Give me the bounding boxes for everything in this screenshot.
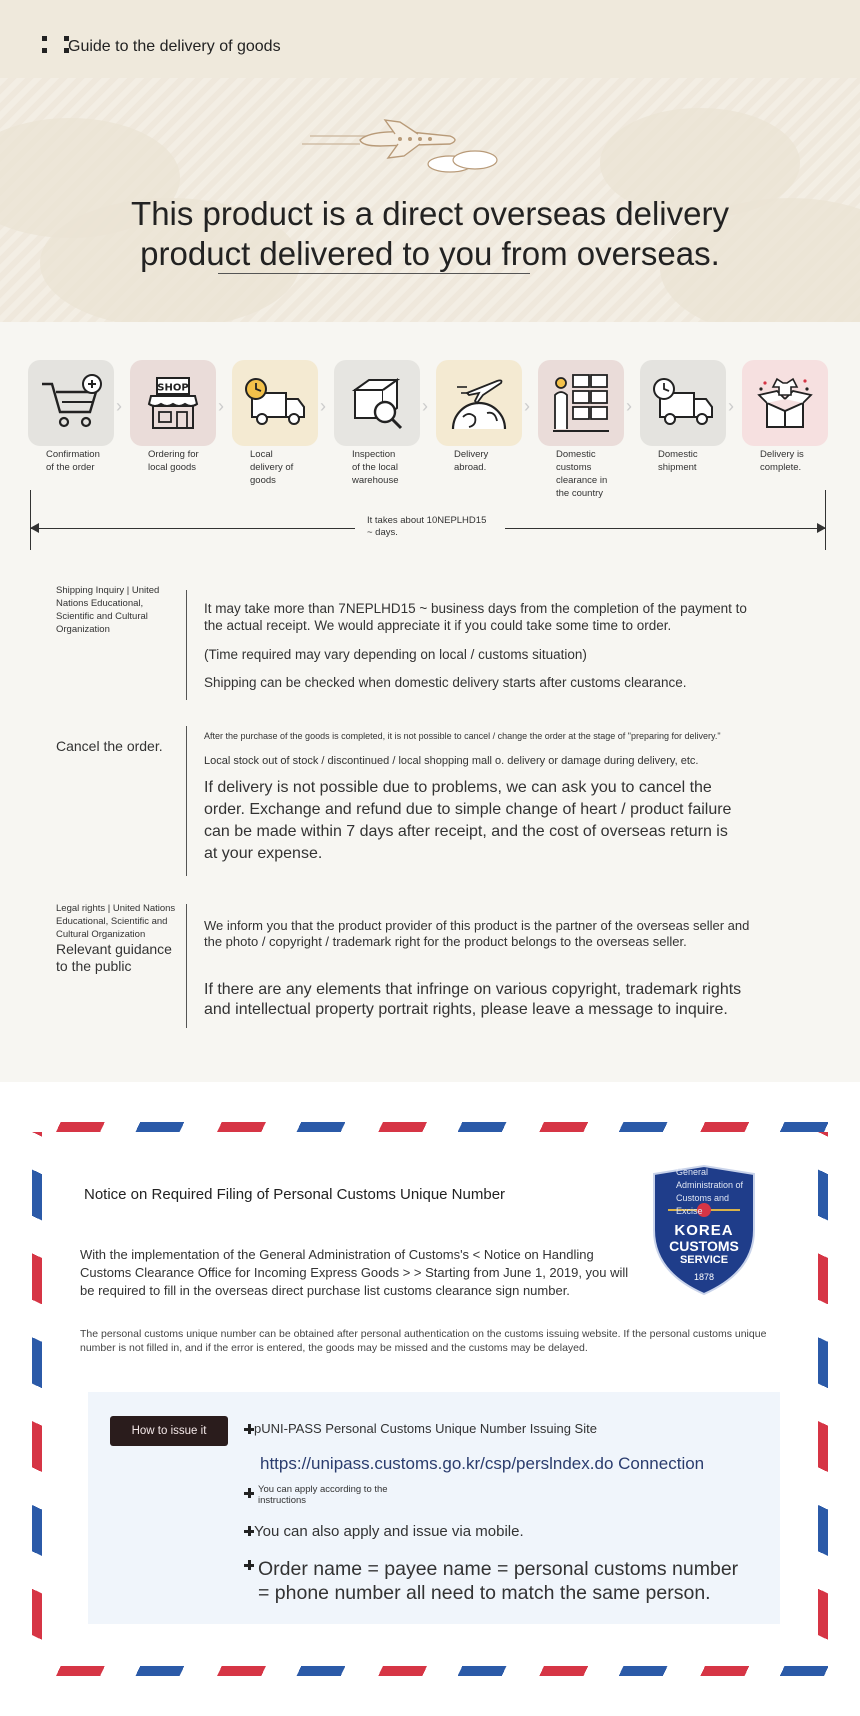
plus-icon xyxy=(244,1488,254,1498)
delivery-truck-icon xyxy=(650,375,716,431)
shipping-text-2: (Time required may vary depending on local / customs situation) xyxy=(204,647,587,662)
step-ordering-local-goods: SHOP Ordering for local goods xyxy=(130,360,218,474)
step-delivery-abroad: Delivery abroad. xyxy=(436,360,524,474)
open-gift-box-icon xyxy=(755,373,815,433)
chevron-right-icon: › xyxy=(524,396,530,416)
chevron-right-icon: › xyxy=(626,396,632,416)
shop-icon xyxy=(143,374,203,432)
timeline-label: It takes about 10NEPLHD15 ~ days. xyxy=(355,515,505,539)
hero-headline: This product is a direct overseas delivery product delivered to you from overseas. xyxy=(131,195,729,272)
airmail-border xyxy=(32,1132,42,1666)
step-order-confirmation: Confirmation of the order xyxy=(28,360,116,474)
legal-text-1: We inform you that the product provider of this product is the partner of the overseas seller and the photo / copyright / trademark right for the product belongs to the overseas seller. xyxy=(204,918,750,949)
step-warehouse-inspection: Inspection of the local warehouse xyxy=(334,360,422,487)
legal-side-label: Legal rights | United Nations Educational, Scientific and Cultural Organization Relevant guidance to the public xyxy=(56,903,176,974)
hero-banner xyxy=(0,78,860,322)
step-local-delivery: Local delivery of goods xyxy=(232,360,320,487)
notice-text-1: With the implementation of the General Administration of Customs's < Notice on Handling Customs Clearance Office for Incoming Express Goods > > Starting from June 1, 2019, you will be required to fill in the overseas direct purchase list customs clearance sign number. xyxy=(80,1247,629,1298)
shopping-cart-icon xyxy=(38,374,104,432)
airmail-border xyxy=(32,1666,828,1676)
chevron-right-icon: › xyxy=(728,396,734,416)
plus-icon xyxy=(244,1526,254,1536)
step-delivery-complete: Delivery is complete. xyxy=(742,360,830,474)
notice-title: Notice on Required Filing of Personal Customs Unique Number xyxy=(84,1186,506,1203)
how-to-issue-button[interactable]: How to issue it xyxy=(110,1416,228,1446)
page-header xyxy=(0,0,860,78)
box-inspection-icon xyxy=(347,374,407,432)
cancel-side-label: Cancel the order. xyxy=(56,738,163,754)
shipping-text-3: Shipping can be checked when domestic delivery starts after customs clearance. xyxy=(204,675,687,690)
delivery-timeline xyxy=(30,490,826,550)
arrow-left-icon xyxy=(30,523,39,533)
customs-notice-panel xyxy=(0,1082,860,1716)
globe-plane-icon xyxy=(447,373,511,433)
notice-text-2: The personal customs unique number can be obtained after personal authentication on the customs issuing website. If the personal customs unique number is not filled in, and if the error is entered, the goods may be missed and the customs may be delayed. xyxy=(80,1328,767,1354)
cancel-text-3: If delivery is not possible due to problems, we can ask you to cancel the order. Exchange and refund due to simple change of heart / product failure can be made within 7 days after receipt, and the cost of overseas return is at your expense. xyxy=(204,779,732,862)
how-to-issue-box: How to issue it pUNI-PASS Personal Customs Unique Number Issuing Site https://unipass.customs.go.kr/csp/perslndex.do Connection You can apply according to the instructions You can also apply and issue via mobile. Order name = payee name = personal customs number = phone number all need to match the same person. xyxy=(88,1392,780,1624)
step-domestic-shipment: Domestic shipment xyxy=(640,360,728,474)
header-title: Guide to the delivery of goods xyxy=(68,38,281,55)
menu-dots-icon xyxy=(42,36,70,56)
korea-customs-badge: General Administration of Customs and Excise KOREA CUSTOMS SERVICE 1878 xyxy=(650,1164,758,1296)
chevron-right-icon: › xyxy=(116,396,122,416)
shipping-side-label: Shipping Inquiry | United Nations Educational, Scientific and Cultural Organization xyxy=(56,585,160,635)
plus-icon xyxy=(244,1424,254,1434)
svg-text:SHOP: SHOP xyxy=(157,382,189,394)
headline-underline xyxy=(218,273,530,274)
airmail-border xyxy=(818,1132,828,1666)
delivery-truck-clock-icon xyxy=(242,375,308,431)
delivery-steps xyxy=(0,360,860,510)
unipass-url-link[interactable]: https://unipass.customs.go.kr/csp/perslndex.do Connection xyxy=(260,1454,705,1473)
plus-icon xyxy=(244,1560,254,1570)
legal-text-2: If there are any elements that infringe on various copyright, trademark rights and intellectual property portrait rights, please leave a message to inquire. xyxy=(204,981,742,1018)
cancel-text-1: After the purchase of the goods is completed, it is not possible to cancel / change the order at the stage of "preparing for delivery." xyxy=(204,731,721,741)
cancel-text-2: Local stock out of stock / discontinued / local shopping mall o. delivery or damage during delivery, etc. xyxy=(204,755,699,767)
customs-warehouse-icon xyxy=(549,371,613,435)
shipping-text-1: It may take more than 7NEPLHD15 ~ business days from the completion of the payment to the actual receipt. We would appreciate it if you could take some time to order. xyxy=(204,601,747,633)
airplane-icon xyxy=(300,114,510,174)
chevron-right-icon: › xyxy=(320,396,326,416)
step-tile xyxy=(28,360,114,446)
step-domestic-customs: Domestic customs clearance in the country xyxy=(538,360,626,500)
arrow-right-icon xyxy=(817,523,826,533)
chevron-right-icon: › xyxy=(218,396,224,416)
airmail-border xyxy=(32,1122,828,1132)
badge-subtitle: General Administration of Customs and Excise xyxy=(676,1167,744,1216)
chevron-right-icon: › xyxy=(422,396,428,416)
